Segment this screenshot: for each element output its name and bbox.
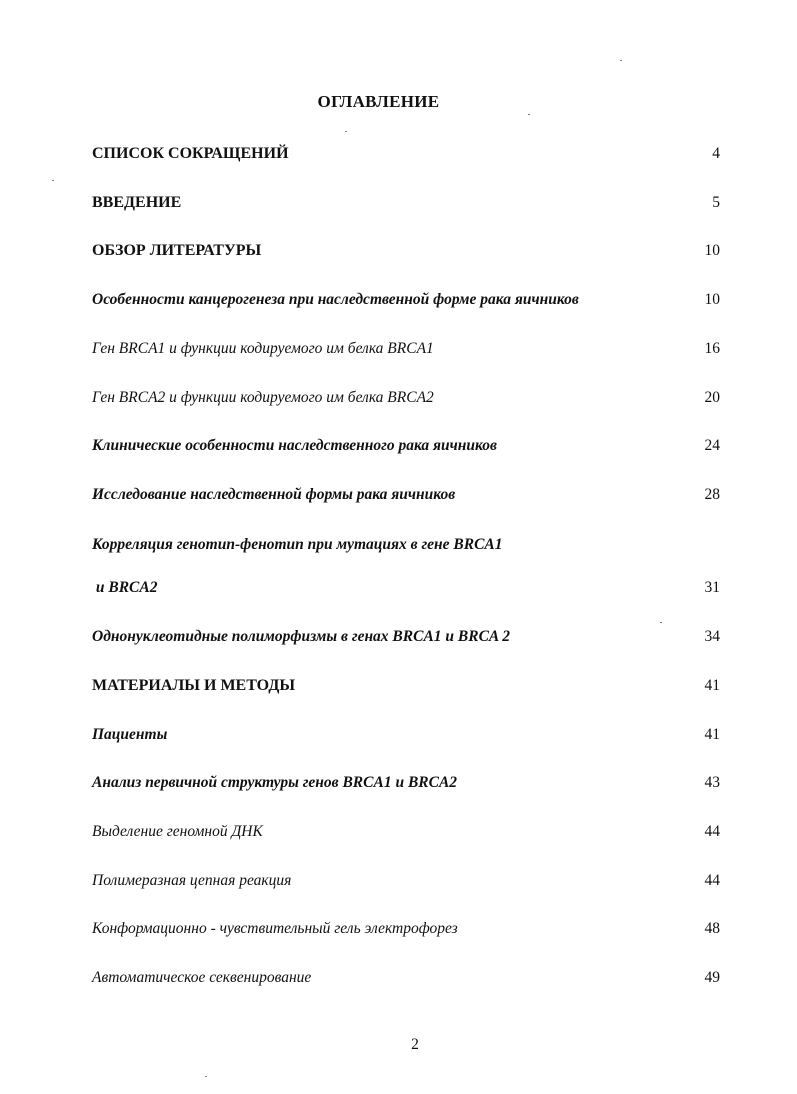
toc-entry-label: Анализ первичной структуры генов BRCA1 и BRCA2 [92, 774, 458, 791]
toc-entry-label: Особенности канцерогенеза при наследственной форме рака яичников [92, 291, 579, 308]
scan-speck [52, 180, 54, 181]
toc-entry-page: 31 [704, 579, 720, 596]
scan-speck [205, 1076, 207, 1077]
toc-entry [92, 919, 720, 943]
toc-entry [92, 725, 720, 749]
toc-entry [92, 485, 720, 509]
toc-entry-page: 10 [704, 291, 720, 308]
toc-entry [92, 578, 720, 602]
toc-entry-label: Полимеразная цепная реакция [92, 872, 292, 889]
toc-entry [92, 436, 720, 460]
toc-entry [92, 144, 720, 168]
scan-speck [660, 622, 662, 623]
toc-entry-page: 4 [712, 145, 720, 162]
toc-entry-page: 34 [704, 628, 720, 645]
page-number: 2 [411, 1036, 419, 1053]
toc-entry-label: ВВЕДЕНИЕ [92, 194, 182, 211]
toc-entry-page: 48 [704, 920, 720, 937]
toc-entry-label: Пациенты [92, 726, 168, 743]
toc-entry [92, 676, 720, 700]
toc-entry-label: Исследование наследственной формы рака яичников [92, 486, 456, 503]
toc-entry [92, 290, 720, 314]
scan-speck [345, 131, 347, 132]
toc-entry-page: 20 [704, 389, 720, 406]
toc-entry-page: 10 [704, 242, 720, 259]
toc-entry [92, 773, 720, 797]
toc-entry-page: 16 [704, 340, 720, 357]
scan-speck [528, 114, 530, 115]
toc-entry-label: Ген BRCA2 и функции кодируемого им белка BRCA2 [92, 389, 434, 406]
toc-entry [92, 339, 720, 363]
toc-entry-page: 24 [704, 437, 720, 454]
toc-entry [92, 193, 720, 217]
toc-entry-page: 41 [704, 677, 720, 694]
toc-entry [92, 535, 720, 559]
toc-entry-page: 44 [704, 823, 720, 840]
toc-entry-page: 43 [704, 774, 720, 791]
toc-entry-page: 49 [704, 969, 720, 986]
toc-entry-label: Конформационно - чувствительный гель электрофорез [92, 920, 458, 937]
toc-entry-label: Однонуклеотидные полиморфизмы в генах BRCA1 и BRCA 2 [92, 628, 511, 645]
toc-entry-label: СПИСОК СОКРАЩЕНИЙ [92, 145, 289, 162]
toc-entry [92, 241, 720, 265]
toc-entry-label: Ген BRCA1 и функции кодируемого им белка BRCA1 [92, 340, 434, 357]
toc-entry [92, 822, 720, 846]
toc-entry-label: Клинические особенности наследственного рака яичников [92, 437, 497, 454]
toc-entry-label: и BRCA2 [92, 579, 158, 596]
toc-entry [92, 627, 720, 651]
toc-entry-page: 44 [704, 872, 720, 889]
toc-entry-label: Автоматическое секвенирование [92, 969, 312, 986]
toc-entry [92, 968, 720, 992]
toc-entry-label: ОБЗОР ЛИТЕРАТУРЫ [92, 242, 262, 259]
toc-entry-label: Корреляция генотип-фенотип при мутациях в гене BRCA1 [92, 536, 503, 553]
toc-entry-label: Выделение геномной ДНК [92, 823, 263, 840]
toc-entry [92, 871, 720, 895]
toc-title: ОГЛАВЛЕНИЕ [317, 92, 440, 111]
toc-entry-label: МАТЕРИАЛЫ И МЕТОДЫ [92, 677, 296, 694]
scan-speck [620, 60, 622, 61]
toc-entry-page: 5 [712, 194, 720, 211]
toc-entry-page: 28 [704, 486, 720, 503]
toc-entry [92, 388, 720, 412]
toc-entry-page: 41 [704, 726, 720, 743]
